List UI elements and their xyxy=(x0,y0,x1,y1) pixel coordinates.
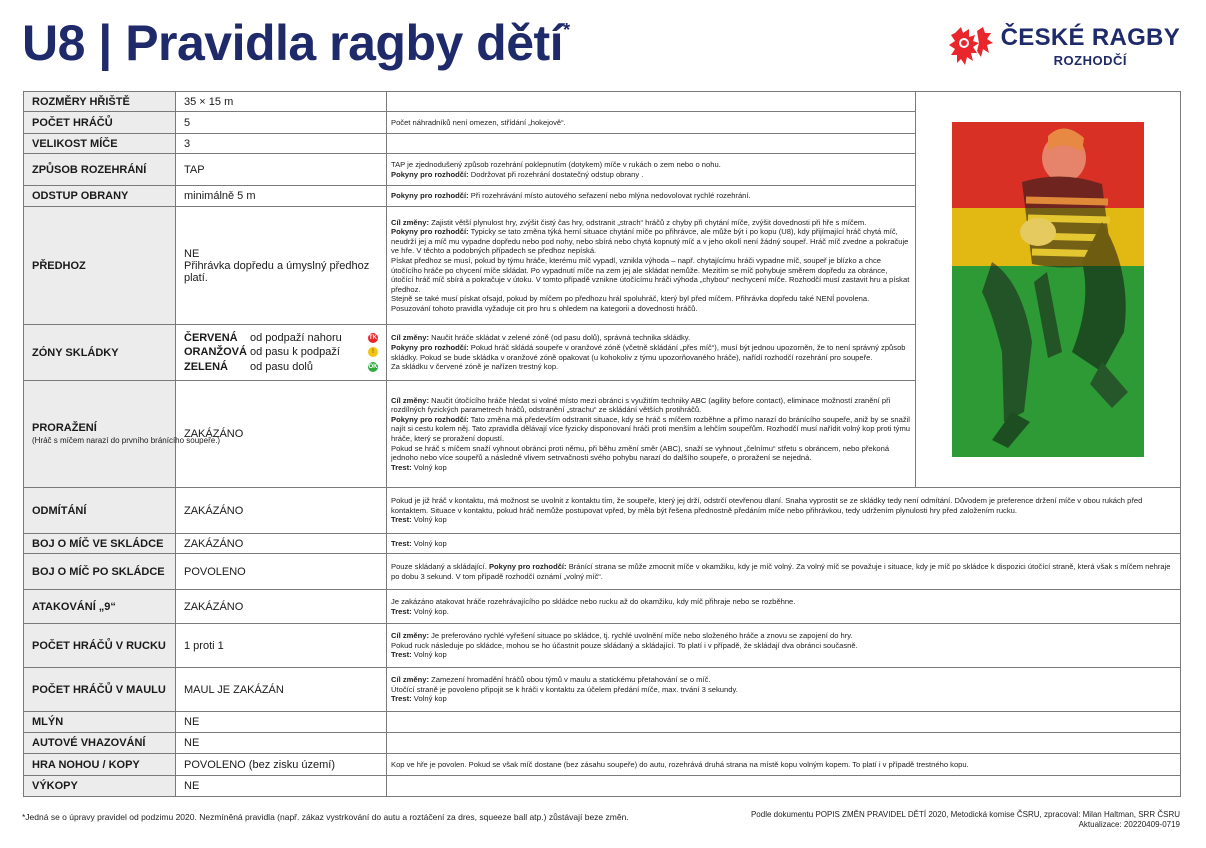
note-text: Útočící straně je povoleno připojit se k hráči v kontaktu za účelem předání míče, max. trvání 3 sekundy. xyxy=(391,684,738,694)
row-value-odmitani: ZAKÁZÁNO xyxy=(176,488,387,534)
table-row xyxy=(24,733,1181,754)
zone-red xyxy=(184,331,378,345)
note-bold: Pokyny pro rozhodčí: xyxy=(391,169,469,179)
row-note-odmitani xyxy=(387,488,1181,534)
note-bold: Trest: xyxy=(391,462,412,472)
zone-name: ORANŽOVÁ xyxy=(184,346,247,359)
row-value-zony xyxy=(176,325,387,381)
note-bold: Cíl změny: xyxy=(391,217,429,227)
note-bold: Pokyny pro rozhodčí: xyxy=(488,561,567,571)
row-value-autove: NE xyxy=(176,733,387,754)
table-row xyxy=(24,488,1181,534)
row-value-ruck: 1 proti 1 xyxy=(176,624,387,668)
row-value-boj-po: POVOLENO xyxy=(176,554,387,590)
row-note-velikost-mice xyxy=(387,134,916,154)
row-label-autove: AUTOVÉ VHAZOVÁNÍ xyxy=(24,733,176,754)
table-row xyxy=(24,754,1181,776)
row-label-rozmery: ROZMĚRY HŘIŠTĚ xyxy=(24,92,176,112)
row-label-atakovani: ATAKOVÁNÍ „9“ xyxy=(24,590,176,624)
row-label-vykopy: VÝKOPY xyxy=(24,776,176,797)
row-label-sub: (Hráč s míčem narazí do prvního bránícího soupeře.) xyxy=(32,435,221,445)
note-text: Pokud hráč skládá soupeře v oranžové zóně (včetně skládání „přes míč“), musí být jednou upozorněn, že to není správný způsob skládky. Pokud se bude skládka v oranžové zóně opakovat (u kohokoliv z týmu upozorňovaného hráče), nařídí rozhodčí rozehrání pro soupeře. xyxy=(391,342,906,362)
note-text: Volný kop xyxy=(411,515,447,525)
note-bold: Trest: xyxy=(391,650,412,660)
note-text: Zamezení hromadění hráčů obou týmů v maulu a statickému přetahování se o míč. xyxy=(428,675,711,685)
logo-main-text: ČESKÉ RAGBY xyxy=(1000,23,1180,51)
footnote: *Jedná se o úpravy pravidel od podzimu 2020. Nezmíněná pravidla (např. zákaz vystrkování do autu a roztáčení za dres, squeeze ball atp.) zůstávají beze změn. xyxy=(22,812,629,822)
row-label-predhoz: PŘEDHOZ xyxy=(24,207,176,325)
row-note-zpusob xyxy=(387,154,916,186)
rules-table xyxy=(23,91,1181,797)
row-label-zony: ZÓNY SKLÁDKY xyxy=(24,325,176,381)
row-value-mlyn: NE xyxy=(176,712,387,733)
table-row xyxy=(24,534,1181,554)
note-bold: Pokyny pro rozhodčí: xyxy=(391,342,469,352)
row-note-boj-po xyxy=(387,554,1181,590)
row-label-boj-po: BOJ O MÍČ PO SKLÁDCE xyxy=(24,554,176,590)
photo-cell xyxy=(916,92,1181,488)
row-note-predhoz xyxy=(387,207,916,325)
value-line: NE xyxy=(184,247,200,260)
value-line: Přihrávka dopředu a úmyslný předhoz platí. xyxy=(184,259,370,284)
row-note-hra-nohou: Kop ve hře je povolen. Pokud se však míč dostane (bez zásahu soupeře) do autu, rozehrává druhá strana na místě kopu volným kopem. To platí i v případě trestného kopu. xyxy=(387,754,1181,776)
note-bold: Trest: xyxy=(391,694,412,704)
row-value-odstup: minimálně 5 m xyxy=(176,186,387,207)
note-bold: Cíl změny: xyxy=(391,631,429,641)
row-label-zpusob: ZPŮSOB ROZEHRÁNÍ xyxy=(24,154,176,186)
orange-zone-icon: ! xyxy=(368,347,378,357)
row-label-maul: POČET HRÁČŮ V MAULU xyxy=(24,668,176,712)
note-text: Volný kop xyxy=(411,462,447,472)
row-value-hra-nohou: POVOLENO (bez zisku území) xyxy=(176,754,387,776)
update-line: Aktualizace: 20220409-0719 xyxy=(1078,820,1180,830)
lion-crest-icon xyxy=(947,23,995,69)
note-text: Je preferováno rychlé vyřešení situace po skládce, tj. rychlé uvolnění míče nebo složeného hráče a znovu se zapojení do hry. xyxy=(428,631,853,641)
row-note-ruck xyxy=(387,624,1181,668)
table-row xyxy=(24,776,1181,797)
table-row xyxy=(24,668,1181,712)
zone-name: ČERVENÁ xyxy=(184,332,238,345)
note-text: Bránící strana se může zmocnit míče v okamžiku, kdy je míč volný. Za volný míč se považuje i situace, kdy je míč po skládce k dispozici útočící straně, která však s míčem nehraje po dobu 3 sekund. V tom případě rozhodčí oznámí „volný míč“. xyxy=(391,561,1171,581)
zone-desc: od podpaží nahoru xyxy=(250,332,342,345)
row-note-autove xyxy=(387,733,1181,754)
row-value-velikost-mice: 3 xyxy=(176,134,387,154)
row-value-prorazeni: ZAKÁZÁNO xyxy=(176,381,387,488)
row-label-velikost-mice: VELIKOST MÍČE xyxy=(24,134,176,154)
note-text: Při rozehrávání místo autového seřazení nebo mlýna nedovolovat rychlé rozehrání. xyxy=(468,191,751,201)
zone-orange xyxy=(184,345,378,359)
row-note-odstup xyxy=(387,186,916,207)
note-bold: Trest: xyxy=(391,515,412,525)
note-text: Naučit hráče skládat v zelené zóně (od pasu dolů), správná technika skládky. xyxy=(428,333,691,343)
row-label-mlyn: MLÝN xyxy=(24,712,176,733)
row-note-atakovani xyxy=(387,590,1181,624)
row-value-boj-ve: ZAKÁZÁNO xyxy=(176,534,387,554)
row-note-prorazeni xyxy=(387,381,916,488)
row-value-pocet-hracu: 5 xyxy=(176,112,387,134)
row-note-rozmery xyxy=(387,92,916,112)
note-bold: Pokyny pro rozhodčí: xyxy=(391,191,469,201)
note-text: Volný kop. xyxy=(411,606,449,616)
logo-sub-text: ROZHODČÍ xyxy=(1053,52,1127,68)
note-text: Tato změna má především odstranit situace, kdy se hráč s míčem rozběhne a přímo narazí do bránícího soupeře, aniž by se snažil najít si cestu kolem něj. Tato zpravidla dělávají více fyzicky disponovaní hráči proti menším a lehčím soupeřům. Rozhodčí musí nařídit volný kop proti týmu hráče, který se proražení dopustí. xyxy=(391,414,910,443)
note-text: Pískat předhoz se musí, pokud by týmu hráče, kterému míč vypadl, vznikla výhoda – např. chytajícímu hráči vypadne míč, soupeř je blízko a chce útočícího hráče po chycení míče skládat. Po vypadnutí míče na zem jej ale skládat nemůže. Mezitím se míč pohybuje směrem dopředu za obránce, útočící hráč míč sbírá a pokračuje v útoku. V tomto případě vznikne útočícímu hráči výhoda „chybou“ nechycení míče. Rozhodčí musí zastavit hru a pískat předhoz. xyxy=(391,255,910,294)
table-row xyxy=(24,624,1181,668)
row-value-vykopy: NE xyxy=(176,776,387,797)
note-text: Pokud je již hráč v kontaktu, má možnost se uvolnit z kontaktu tím, že soupeře, který jej drží, odstrčí otevřenou dlaní. Snaha vyprostit se ze skládky tedy není odmítání. Důvodem je preference držení míče v obou rukách před kontaktem. Situace v kontaktu, pokud hráč nemůže postupovat vpřed, by měla být řešena přednostně předáním míče nebo přihrávkou, tedy udržením plynulosti hry před založením rucku. xyxy=(391,496,1143,515)
row-value-rozmery: 35 × 15 m xyxy=(176,92,387,112)
note-bold: Cíl změny: xyxy=(391,333,429,343)
row-note-maul xyxy=(387,668,1181,712)
green-zone-icon: OK xyxy=(368,363,378,370)
rugby-tackle-photo xyxy=(952,122,1144,457)
note-text: Pouze skládaný a skládající. xyxy=(391,561,489,571)
row-label-hra-nohou: HRA NOHOU / KOPY xyxy=(24,754,176,776)
note-text: Typicky se tato změna týká herní situace chytání míče po přihrávce, ale může být i po kopu (U8), kdy přijímající hráč chytá míč, neudrží jej a míč mu vypadne dopředu nebo pod nohy, nebo sbírá nebo chytá kopnutý míč a v jeho okolí není žádný soupeř. Hráč míč zvedne a pokračuje ve hře. V těchto a podobných případech se předhoz nepíská. xyxy=(391,227,909,256)
row-note-pocet-hracu: Počet náhradníků není omezen, střídání „hokejově“. xyxy=(387,112,916,134)
note-text: Volný kop xyxy=(411,694,447,704)
row-label-boj-ve: BOJ O MÍČ VE SKLÁDCE xyxy=(24,534,176,554)
note-text: Zajistit větší plynulost hry, zvýšit čistý čas hry, odstranit „strach“ hráčů z chyby při chytání míče, zvýšit dovednosti při hře s míčem. xyxy=(428,217,867,227)
row-note-boj-ve xyxy=(387,534,1181,554)
row-note-mlyn xyxy=(387,712,1181,733)
note-text: Je zakázáno atakovat hráče rozehrávajícího po skládce nebo rucku až do okamžiku, kdy míč přihraje nebo se rozběhne. xyxy=(391,596,796,606)
note-text: TAP je zjednodušený způsob rozehrání poklepnutím (dotykem) míče v rukách o zem nebo o nohu. xyxy=(391,159,721,169)
note-text: Volný kop xyxy=(411,538,447,548)
row-value-atakovani: ZAKÁZÁNO xyxy=(176,590,387,624)
note-bold: Pokyny pro rozhodčí: xyxy=(391,414,469,424)
note-bold: Pokyny pro rozhodčí: xyxy=(391,227,469,237)
row-value-zpusob: TAP xyxy=(176,154,387,186)
row-value-predhoz xyxy=(176,207,387,325)
row-label-ruck: POČET HRÁČŮ V RUCKU xyxy=(24,624,176,668)
row-label-text: PRORAŽENÍ xyxy=(32,421,97,434)
zone-desc: od pasu dolů xyxy=(250,360,313,373)
page-title: U8 | Pravidla ragby dětí* xyxy=(22,15,570,71)
note-text: Za skládku v červené zóně je nařízen trestný kop. xyxy=(391,362,559,372)
note-text: Pokud ruck následuje po skládce, mohou se ho účastnit pouze skládaný a skládající. To platí i v případě, že skládají dva obránci současně. xyxy=(391,640,858,650)
row-note-vykopy xyxy=(387,776,1181,797)
tackle-illustration-icon xyxy=(952,122,1144,457)
note-bold: Cíl změny: xyxy=(391,395,429,405)
note-text: Pokud se hráč s míčem snaží vyhnout obránci proti němu, při běhu změní směr (ABC), snaží se vyhnout „čelnímu“ střetu s obráncem, nebo překoná jednoho nebo více soupeřů a následně vlivem setrvačnosti svého pohybu narazí do dalšího soupeře, o proražení se nejedná. xyxy=(391,443,890,463)
note-text: Volný kop xyxy=(411,650,447,660)
row-note-zony xyxy=(387,325,916,381)
note-text: Naučit útočícího hráče hledat si volné místo mezi obránci s využitím techniky ABC (agility before contact), eliminace možností zranění při rozdílných fyzických parametrech hráčů, odstranění „strachu“ ze skládání větších protihráčů. xyxy=(391,395,891,415)
title-footnote-mark: * xyxy=(563,20,570,40)
zone-green xyxy=(184,360,378,374)
note-bold: Cíl změny: xyxy=(391,675,429,685)
zone-name: ZELENÁ xyxy=(184,360,228,373)
row-label-odstup: ODSTUP OBRANY xyxy=(24,186,176,207)
table-row xyxy=(24,92,1181,112)
table-row xyxy=(24,712,1181,733)
red-zone-icon: TK xyxy=(369,335,377,342)
row-label-odmitani: ODMÍTÁNÍ xyxy=(24,488,176,534)
zone-desc: od pasu k podpaží xyxy=(250,346,340,359)
source-note xyxy=(751,810,1180,831)
row-value-maul: MAUL JE ZAKÁZÁN xyxy=(176,668,387,712)
note-bold: Trest: xyxy=(391,538,412,548)
table-row xyxy=(24,590,1181,624)
ceske-ragby-logo xyxy=(947,22,1180,70)
note-text: Stejně se také musí pískat ofsajd, pokud by míčem po předhozu hrál spoluhráč, který byl před míčem. Přihrávka dopředu také NENÍ povolena. xyxy=(391,294,870,304)
source-line: Podle dokumentu POPIS ZMĚN PRAVIDEL DĚTÍ 2020, Metodická komise ČSRU, zpracoval: Milan Haltman, SRR ČSRU xyxy=(750,810,1180,819)
note-text: Dodržovat při rozehrání dostatečný odstup obrany . xyxy=(468,169,644,179)
note-text: Posuzování tohoto pravidla vyžaduje cit pro hru s ohledem na kategorii a dovednosti hráčů. xyxy=(391,303,698,313)
row-label-pocet-hracu: POČET HRÁČŮ xyxy=(24,112,176,134)
note-bold: Trest: xyxy=(391,606,412,616)
table-row xyxy=(24,554,1181,590)
